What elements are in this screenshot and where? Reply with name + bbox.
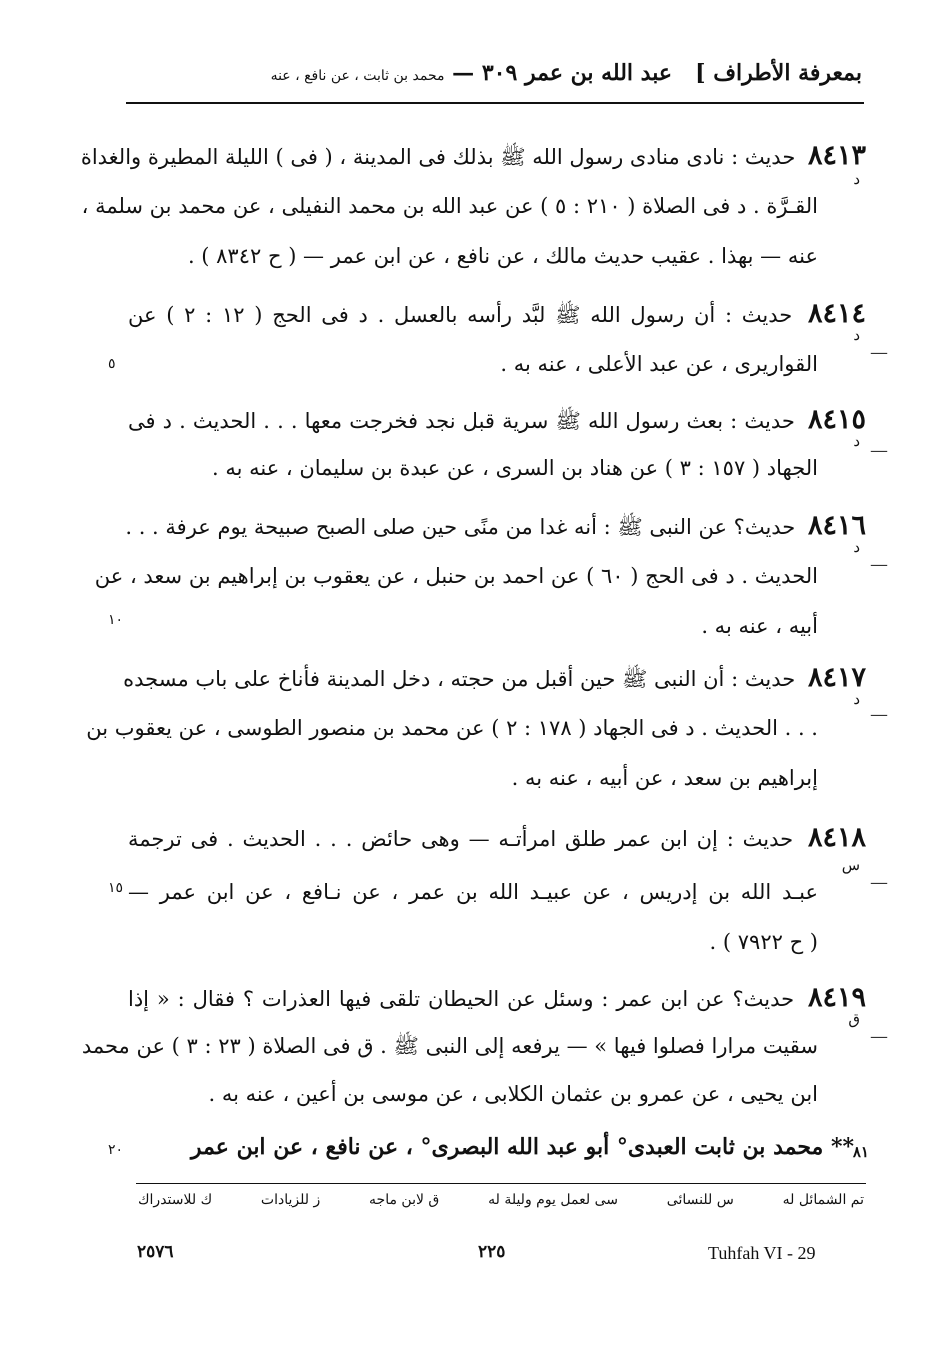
- entry-line: أبيه ، عنه به .: [701, 614, 818, 638]
- entry-line: [128, 814, 866, 862]
- entry-line: . . . الحديث . د فى الجهاد ( ١٧٨ : ٢ ) عن محمد بن منصور الطوسى ، عن يعقوب بن: [86, 716, 818, 740]
- entry-line: ابن يحيى ، عن عمرو بن عثمان الكلابى ، عن موسى بن أعين ، عنه به .: [208, 1082, 818, 1106]
- margin-dash: —: [870, 872, 888, 893]
- entry-siglum: د: [853, 326, 860, 344]
- entry-line: القـرَّة . د فى الصلاة ( ٢١٠ : ٥ ) عن عبد الله بن محمد النفيلى ، عن محمد بن سلمة ،: [81, 194, 818, 218]
- hadith-entry: [81, 974, 888, 1124]
- margin-dash: —: [870, 704, 888, 725]
- hadith-entry: [128, 290, 888, 390]
- header-center-main: عبد الله بن عمر ٣٠٩ —: [452, 60, 672, 86]
- entry-number: ٨٤١٤: [808, 298, 867, 329]
- header-center-small: محمد بن ثابت ، عن نافع ، عنه: [270, 68, 445, 84]
- entry-line: [80, 132, 866, 180]
- entry-line: إبراهيم بن سعد ، عن أبيه ، عنه به .: [511, 766, 818, 790]
- margin-dash: —: [870, 342, 888, 363]
- entry-line-text: حديث : إن ابن عمر طلق امرأتـه — وهى حائض . . . الحديث . فى ترجمة: [128, 827, 794, 851]
- abbreviation-item: ق لابن ماجه: [369, 1192, 440, 1208]
- entry-line-text: حديث : بعث رسول الله ﷺ سرية قبل نجد فخرجت معها . . . الحديث . د فى: [128, 409, 795, 433]
- margin-dash: —: [870, 1026, 888, 1047]
- entry-line: القواريرى ، عن عبد الأعلى ، عنه به .: [500, 352, 818, 376]
- entry-line: سقيت مرارا فصلوا فيها » — يرفعه إلى النبى ﷺ . ق فى الصلاة ( ٢٣ : ٣ ) عن محمد: [81, 1034, 818, 1058]
- narrator-heading: ** محمد بن ثابت العبدى° أبو عبد الله البصرى° ، عن نافع ، عن ابن عمر: [190, 1134, 854, 1160]
- margin-line-number: ١٠: [108, 612, 124, 628]
- entry-line-text: حديث : أن النبى ﷺ حين أقبل من حجته ، دخل المدينة فأناخ على باب مسجده: [123, 667, 796, 691]
- abbreviation-key: [138, 1192, 864, 1208]
- abbreviation-item: تم الشمائل له: [782, 1192, 864, 1208]
- entry-line: عنه — بهذا . عقيب حديث مالك ، عن نافع ، عن ابن عمر — ( ح ٨٣٤٢ ) .: [187, 244, 818, 268]
- entry-siglum: د: [853, 690, 860, 708]
- entry-number: ٨٤١٩: [808, 982, 867, 1013]
- entry-number: ٨٤١٥: [807, 404, 866, 435]
- margin-dash: —: [870, 554, 888, 575]
- margin-dash: —: [870, 440, 888, 461]
- abbreviation-item: ز للزيادات: [260, 1192, 321, 1208]
- abbreviation-item: ك للاستدراك: [138, 1192, 213, 1208]
- margin-line-number: ٥: [108, 356, 116, 372]
- hadith-entry: [80, 132, 866, 282]
- entry-siglum: ق: [848, 1010, 860, 1028]
- footnote-rule: [136, 1183, 866, 1184]
- entry-line-text: حديث : أن رسول الله ﷺ لبَّد رأسه بالعسل . د فى الحج ( ١٢ : ٢ ) عن: [128, 303, 793, 327]
- entry-siglum: د: [853, 170, 860, 188]
- hadith-entry: [128, 396, 888, 496]
- margin-line-number: ٢٠: [108, 1142, 124, 1158]
- entry-number: ٨٤١٣: [807, 140, 866, 171]
- entry-line-text: حديث؟ عن ابن عمر : وسئل عن الحيطان تلقى فيها العذرات ؟ فقال : « إذا: [128, 987, 795, 1011]
- header-rule: [126, 102, 864, 104]
- running-header: [130, 56, 862, 96]
- entry-line: [123, 654, 866, 702]
- narrator-number: ٨١: [852, 1143, 869, 1161]
- entry-line: [128, 396, 866, 444]
- entry-line: [125, 502, 866, 550]
- header-section-title: بمعرفة الأطراف ]: [695, 60, 862, 86]
- entry-line-text: حديث : نادى منادى رسول الله ﷺ بذلك فى المدينة ، ( فى ) الليلة المطيرة والغداة: [80, 145, 796, 169]
- abbreviation-item: سى لعمل يوم وليلة له: [488, 1192, 618, 1208]
- sequence-number: ٢٥٧٦: [137, 1242, 174, 1262]
- entry-line: ( ح ٧٩٢٢ ) .: [709, 930, 818, 954]
- entry-line: الحديث . د فى الحج ( ٦٠ ) عن احمد بن حنبل ، عن يعقوب بن إبراهيم بن سعد ، عن: [94, 564, 818, 588]
- entry-number: ٨٤١٨: [807, 822, 866, 853]
- entry-line: الجهاد ( ١٥٧ : ٣ ) عن هناد بن السرى ، عن عبدة بن سليمان ، عنه به .: [211, 456, 818, 480]
- volume-signature: Tuhfah VI - 29: [708, 1243, 816, 1263]
- entry-line: [128, 974, 866, 1022]
- entry-line: عبـد الله بن إدريس ، عن عبيـد الله بن عمر ، عن نـافع ، عن ابن عمر —: [128, 880, 818, 904]
- hadith-entry: [86, 654, 888, 804]
- entry-number: ٨٤١٧: [807, 662, 866, 693]
- entry-siglum: د: [853, 538, 860, 556]
- page-number: ٢٢٥: [478, 1242, 506, 1262]
- entry-line: [128, 290, 866, 338]
- entry-siglum: د: [853, 432, 860, 450]
- header-center: [271, 60, 672, 86]
- abbreviation-item: س للنسائى: [666, 1192, 734, 1208]
- hadith-entry: [128, 814, 888, 964]
- entry-line-text: حديث؟ عن النبى ﷺ : أنه غدا من منًى حين صلى الصبح صبيحة يوم عرفة . . .: [125, 515, 796, 539]
- margin-line-number: ١٥: [108, 880, 124, 896]
- entry-number: ٨٤١٦: [807, 510, 866, 541]
- entry-siglum: س: [841, 856, 860, 874]
